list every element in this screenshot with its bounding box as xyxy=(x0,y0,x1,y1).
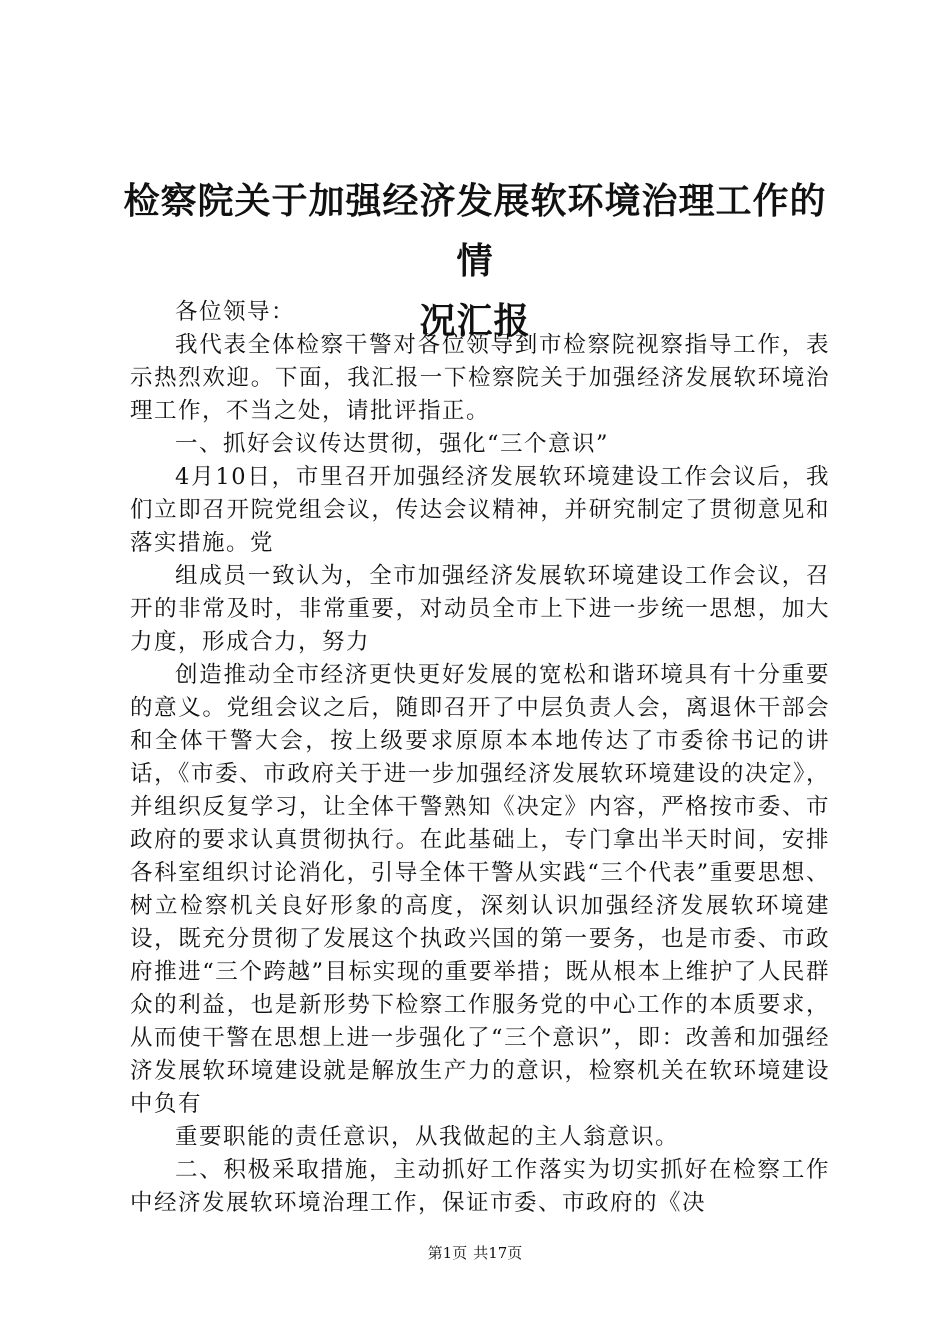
paragraph: 我代表全体检察干警对各位领导到市检察院视察指导工作，表示热烈欢迎。下面，我汇报一下检察院关于加强经济发展软环境治理工作，不当之处，请批评指正。 xyxy=(130,332,830,424)
title-line-2: 况汇报 xyxy=(419,301,531,342)
section-heading: 二、积极采取措施，主动抓好工作落实为切实抓好在检察工作中经济发展软环境治理工作，保证市委、市政府的《决 xyxy=(130,1157,830,1216)
paragraph: 重要职能的责任意识，从我做起的主人翁意识。 xyxy=(175,1124,680,1150)
page-number: 第1页 xyxy=(427,1244,468,1262)
title-line-1: 检察院关于加强经济发展软环境治理工作的情 xyxy=(123,181,827,282)
document-body xyxy=(130,296,830,1220)
paragraph: 4月10日，市里召开加强经济发展软环境建设工作会议后，我们立即召开院党组会议，传达会议精神，并研究制定了贯彻意见和落实措施。党 xyxy=(130,464,830,556)
page-footer xyxy=(0,1243,950,1263)
page-total: 共17页 xyxy=(473,1244,523,1262)
paragraph: 创造推动全市经济更快更好发展的宽松和谐环境具有十分重要的意义。党组会议之后，随即召开了中层负责人会，离退休干部会和全体干警大会，按上级要求原原本本地传达了市委徐书记的讲话，《市委、市政府关于进一步加强经济发展软环境建设的决定》，并组织反复学习，让全体干警熟知《决定》内容，严格按市委、市政府的要求认真贯彻执行。在此基础上，专门拿出半天时间，安排各科室组织讨论消化，引导全体干警从实践“三个代表”重要思想、树立检察机关良好形象的高度，深刻认识加强经济发展软环境建设，既充分贯彻了发展这个执政兴国的第一要务，也是市委、市政府推进“三个跨越”目标实现的重要举措；既从根本上维护了人民群众的利益，也是新形势下检察工作服务党的中心工作的本质要求，从而使干警在思想上进一步强化了“三个意识”，即：改善和加强经济发展软环境建设就是解放生产力的意识，检察机关在软环境建设中负有 xyxy=(130,662,830,1117)
salutation: 各位领导： xyxy=(175,299,296,325)
section-heading: 一、抓好会议传达贯彻，强化“三个意识” xyxy=(175,431,610,457)
paragraph: 组成员一致认为，全市加强经济发展软环境建设工作会议，召开的非常及时，非常重要，对动员全市上下进一步统一思想，加大力度，形成合力，努力 xyxy=(130,563,830,655)
